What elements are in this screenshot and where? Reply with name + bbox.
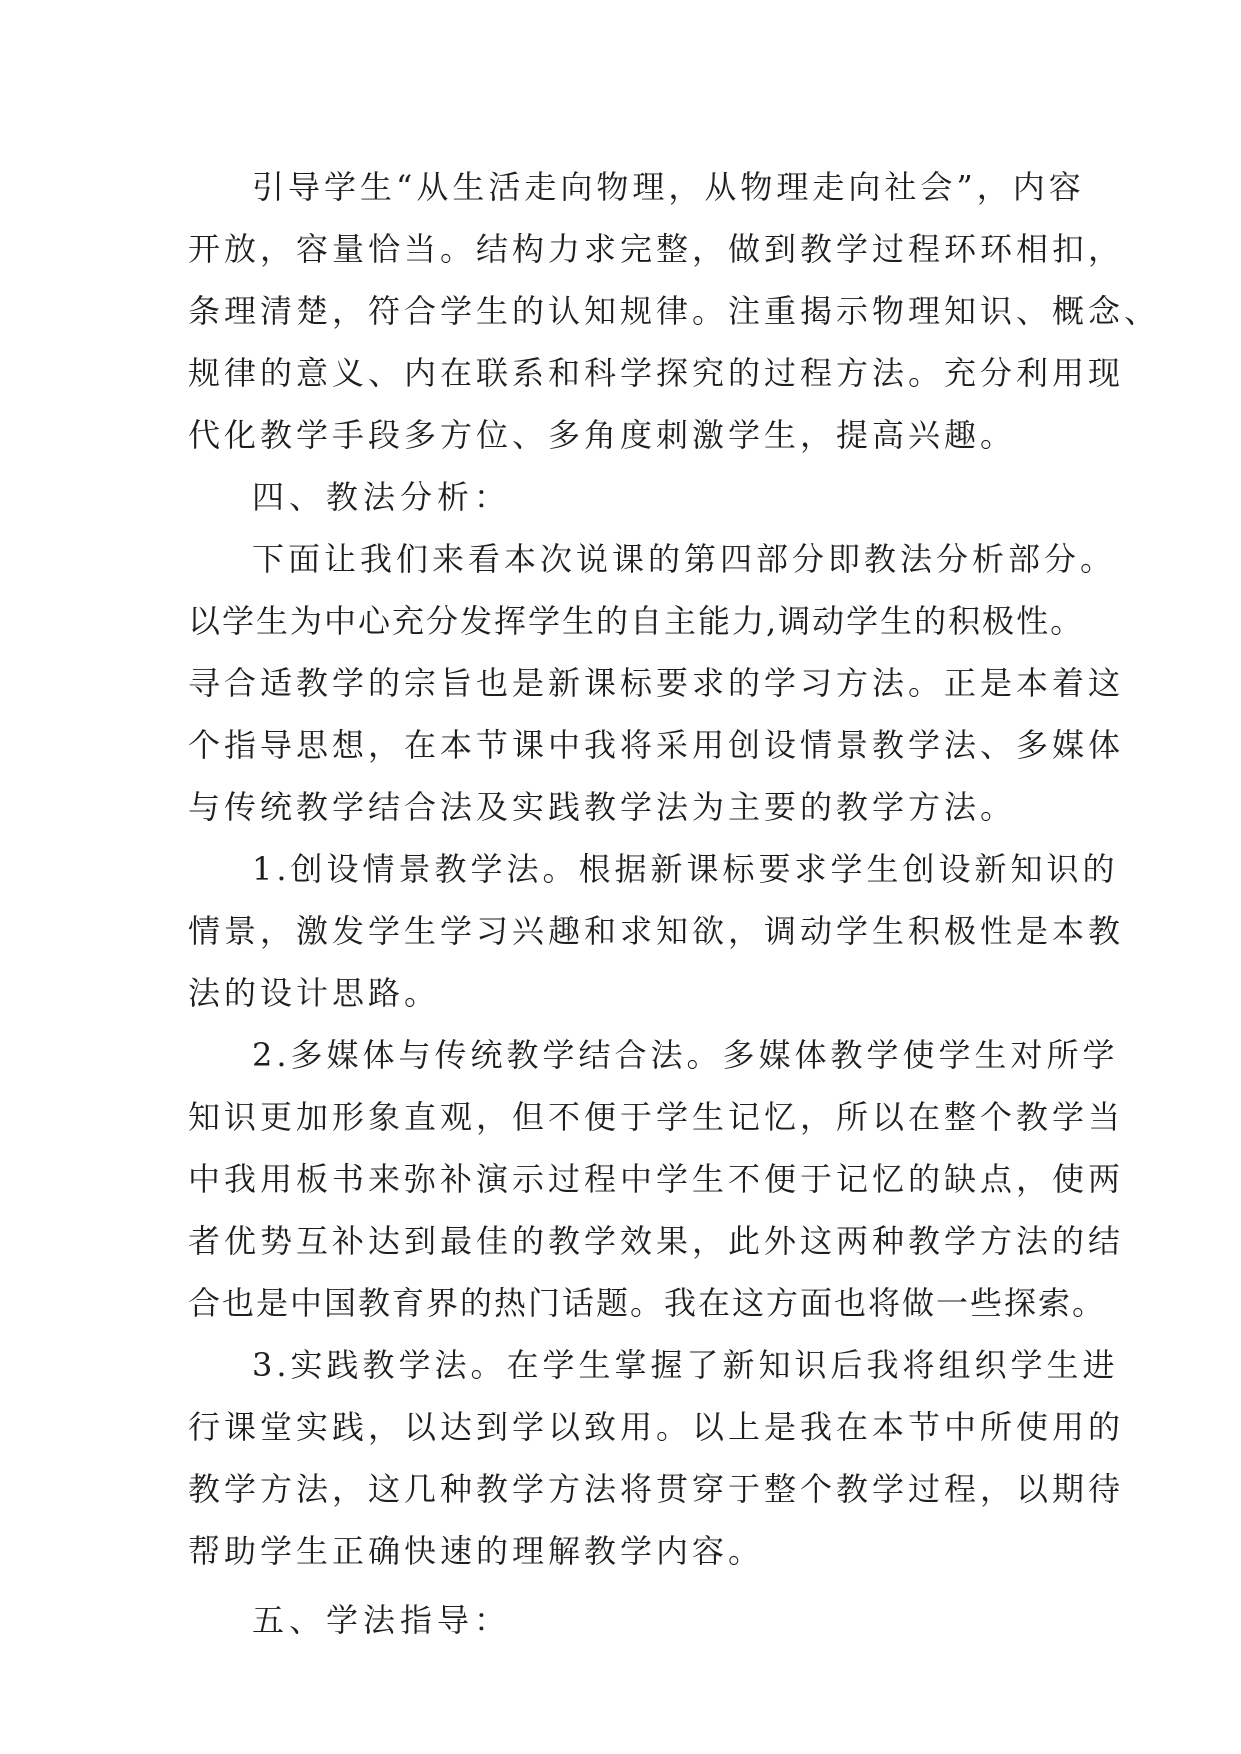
list-item-line: 2.多媒体与传统教学结合法。多媒体教学使学生对所学 xyxy=(252,1036,1119,1074)
list-item-line: 1.创设情景教学法。根据新课标要求学生创设新知识的 xyxy=(252,850,1119,888)
paragraph-line: 行课堂实践，以达到学以致用。以上是我在本节中所使用的 xyxy=(188,1408,1125,1446)
paragraph-line: 条理清楚，符合学生的认知规律。注重揭示物理知识、概念、 xyxy=(188,292,1161,330)
section-heading: 四、教法分析： xyxy=(252,478,512,516)
paragraph-line: 下面让我们来看本次说课的第四部分即教法分析部分。 xyxy=(252,540,1117,578)
paragraph-line: 教学方法，这几种教学方法将贯穿于整个教学过程，以期待 xyxy=(188,1470,1125,1508)
paragraph-line: 合也是中国教育界的热门话题。我在这方面也将做一些探索。 xyxy=(188,1284,1107,1322)
paragraph-line: 引导学生“从生活走向物理，从物理走向社会”，内容 xyxy=(252,168,1085,206)
paragraph-line: 个指导思想，在本节课中我将采用创设情景教学法、多媒体 xyxy=(188,726,1125,764)
paragraph-line: 规律的意义、内在联系和科学探究的过程方法。充分利用现 xyxy=(188,354,1125,392)
paragraph-line: 代化教学手段多方位、多角度刺激学生，提高兴趣。 xyxy=(188,416,1017,454)
paragraph-line: 寻合适教学的宗旨也是新课标要求的学习方法。正是本着这 xyxy=(188,664,1125,702)
list-item-line: 3.实践教学法。在学生掌握了新知识后我将组织学生进 xyxy=(252,1346,1119,1384)
paragraph-line: 以学生为中心充分发挥学生的自主能力,调动学生的积极性。 xyxy=(188,602,1085,640)
paragraph-line: 法的设计思路。 xyxy=(188,974,441,1012)
paragraph-line: 与传统教学结合法及实践教学法为主要的教学方法。 xyxy=(188,788,1017,826)
section-heading: 五、学法指导： xyxy=(252,1601,512,1639)
paragraph-line: 开放，容量恰当。结构力求完整，做到教学过程环环相扣， xyxy=(188,230,1125,268)
paragraph-line: 情景，激发学生学习兴趣和求知欲，调动学生积极性是本教 xyxy=(188,912,1125,950)
paragraph-line: 中我用板书来弥补演示过程中学生不便于记忆的缺点，使两 xyxy=(188,1160,1125,1198)
paragraph-line: 者优势互补达到最佳的教学效果，此外这两种教学方法的结 xyxy=(188,1222,1125,1260)
paragraph-line: 帮助学生正确快速的理解教学内容。 xyxy=(188,1532,765,1570)
paragraph-line: 知识更加形象直观，但不便于学生记忆，所以在整个教学当 xyxy=(188,1098,1125,1136)
